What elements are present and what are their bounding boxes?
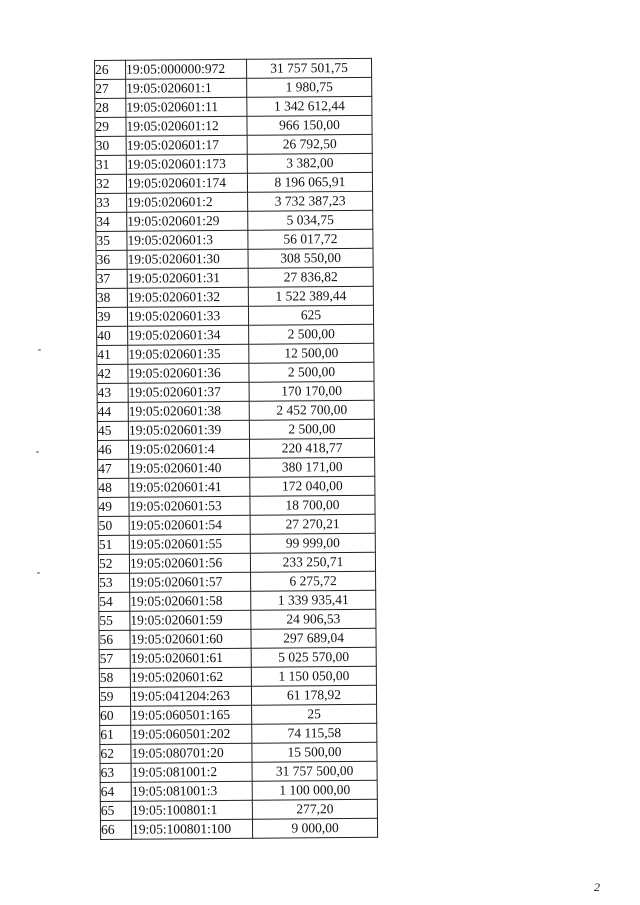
row-number-cell: 65 — [100, 801, 131, 820]
table-row — [99, 647, 376, 668]
row-number-cell: 43 — [97, 383, 128, 402]
row-number-cell: 64 — [100, 782, 131, 801]
row-number-cell: 66 — [100, 820, 131, 839]
row-number-cell: 30 — [95, 136, 126, 155]
cadastral-value-cell: 1 522 389,44 — [248, 286, 373, 306]
cadastral-number-cell: 19:05:020601:4 — [128, 439, 249, 459]
cadastral-number-cell: 19:05:081001:3 — [131, 781, 252, 801]
table-row — [96, 248, 373, 269]
table-row — [97, 381, 374, 402]
table-row — [100, 818, 377, 839]
cadastral-number-cell: 19:05:080701:20 — [131, 743, 252, 763]
cadastral-number-cell: 19:05:020601:57 — [130, 572, 251, 592]
cadastral-value-cell: 5 034,75 — [248, 210, 373, 230]
cadastral-value-cell: 9 000,00 — [252, 818, 377, 838]
row-number-cell: 57 — [99, 649, 130, 668]
cadastral-number-cell: 19:05:020601:59 — [130, 610, 251, 630]
cadastral-value-cell: 27 270,21 — [250, 514, 375, 534]
row-number-cell: 52 — [98, 554, 129, 573]
cadastral-number-cell: 19:05:020601:33 — [127, 306, 248, 326]
table-row — [97, 419, 374, 440]
row-number-cell: 45 — [97, 421, 128, 440]
table-row — [100, 799, 377, 820]
table-row — [97, 438, 374, 459]
table-row — [98, 476, 375, 497]
cadastral-number-cell: 19:05:020601:60 — [130, 629, 251, 649]
cadastral-number-cell: 19:05:060501:165 — [131, 705, 252, 725]
cadastral-number-cell: 19:05:020601:2 — [127, 192, 248, 212]
table-row — [95, 96, 372, 117]
cadastral-number-cell: 19:05:020601:53 — [129, 496, 250, 516]
row-number-cell: 49 — [98, 497, 129, 516]
table-row — [95, 153, 372, 174]
table-row — [100, 723, 377, 744]
cadastral-value-cell: 2 500,00 — [249, 324, 374, 344]
cadastral-value-cell: 170 170,00 — [249, 381, 374, 401]
table-row — [99, 628, 376, 649]
table-row — [97, 400, 374, 421]
cadastral-value-cell: 297 689,04 — [251, 628, 376, 648]
cadastral-value-cell: 1 339 935,41 — [251, 590, 376, 610]
row-number-cell: 40 — [97, 326, 128, 345]
table-row — [96, 210, 373, 231]
cadastral-value-cell: 56 017,72 — [248, 229, 373, 249]
row-number-cell: 33 — [96, 193, 127, 212]
cadastral-value-cell: 31 757 501,75 — [246, 58, 371, 78]
table-row — [100, 780, 377, 801]
cadastral-number-cell: 19:05:020601:35 — [128, 344, 249, 364]
cadastral-number-cell: 19:05:020601:32 — [127, 287, 248, 307]
cadastral-number-cell: 19:05:100801:100 — [131, 819, 252, 839]
table-row — [98, 495, 375, 516]
row-number-cell: 27 — [95, 79, 126, 98]
table-row — [95, 115, 372, 136]
cadastral-value-cell: 27 836,82 — [248, 267, 373, 287]
cadastral-value-cell: 3 382,00 — [247, 153, 372, 173]
cadastral-value-cell: 2 500,00 — [249, 419, 374, 439]
row-number-cell: 59 — [99, 687, 130, 706]
cadastral-number-cell: 19:05:020601:39 — [128, 420, 249, 440]
cadastral-number-cell: 19:05:020601:29 — [127, 211, 248, 231]
row-number-cell: 60 — [100, 706, 131, 725]
table-body — [95, 58, 378, 839]
cadastral-value-cell: 1 100 000,00 — [252, 780, 377, 800]
cadastral-value-cell: 233 250,71 — [250, 552, 375, 572]
row-number-cell: 31 — [95, 155, 126, 174]
cadastral-value-cell: 625 — [248, 305, 373, 325]
cadastral-value-cell: 61 178,92 — [251, 685, 376, 705]
scan-speck — [36, 451, 39, 453]
row-number-cell: 63 — [100, 763, 131, 782]
row-number-cell: 51 — [98, 535, 129, 554]
cadastral-value-cell: 18 700,00 — [250, 495, 375, 515]
row-number-cell: 56 — [99, 630, 130, 649]
cadastral-value-cell: 25 — [252, 704, 377, 724]
cadastral-value-cell: 26 792,50 — [247, 134, 372, 154]
cadastral-value-cell: 8 196 065,91 — [247, 172, 372, 192]
cadastral-value-cell: 1 150 050,00 — [251, 666, 376, 686]
cadastral-number-cell: 19:05:020601:54 — [129, 515, 250, 535]
cadastral-value-cell: 6 275,72 — [251, 571, 376, 591]
cadastral-number-cell: 19:05:020601:56 — [129, 553, 250, 573]
cadastral-number-cell: 19:05:020601:173 — [126, 154, 247, 174]
table-row — [97, 343, 374, 364]
cadastral-number-cell: 19:05:041204:263 — [130, 686, 251, 706]
cadastral-number-cell: 19:05:000000:972 — [126, 59, 247, 79]
cadastral-number-cell: 19:05:100801:1 — [131, 800, 252, 820]
table-row — [97, 362, 374, 383]
cadastral-value-cell: 1 980,75 — [247, 77, 372, 97]
cadastral-number-cell: 19:05:020601:62 — [130, 667, 251, 687]
table-row — [96, 229, 373, 250]
row-number-cell: 54 — [99, 592, 130, 611]
cadastral-number-cell: 19:05:020601:38 — [128, 401, 249, 421]
scan-speck — [38, 349, 41, 351]
cadastral-number-cell: 19:05:020601:3 — [127, 230, 248, 250]
cadastral-number-cell: 19:05:020601:31 — [127, 268, 248, 288]
row-number-cell: 42 — [97, 364, 128, 383]
cadastral-number-cell: 19:05:020601:30 — [127, 249, 248, 269]
table-row — [98, 552, 375, 573]
cadastral-number-cell: 19:05:020601:36 — [128, 363, 249, 383]
table-row — [95, 172, 372, 193]
cadastral-value-cell: 12 500,00 — [249, 343, 374, 363]
table-row — [95, 134, 372, 155]
row-number-cell: 50 — [98, 516, 129, 535]
table-row — [95, 58, 372, 79]
cadastral-value-cell: 966 150,00 — [247, 115, 372, 135]
cadastral-value-cell: 15 500,00 — [252, 742, 377, 762]
cadastral-number-cell: 19:05:020601:12 — [126, 116, 247, 136]
row-number-cell: 32 — [95, 174, 126, 193]
row-number-cell: 38 — [96, 288, 127, 307]
page-number: 2 — [594, 880, 600, 894]
table-row — [100, 704, 377, 725]
row-number-cell: 37 — [96, 269, 127, 288]
cadastral-value-cell: 5 025 570,00 — [251, 647, 376, 667]
row-number-cell: 41 — [97, 345, 128, 364]
table-row — [97, 324, 374, 345]
table-row — [96, 305, 373, 326]
table-row — [99, 590, 376, 611]
cadastral-value-cell: 380 171,00 — [250, 457, 375, 477]
table-row — [96, 267, 373, 288]
table-row — [99, 609, 376, 630]
cadastral-number-cell: 19:05:020601:61 — [130, 648, 251, 668]
row-number-cell: 39 — [96, 307, 127, 326]
row-number-cell: 48 — [98, 478, 129, 497]
row-number-cell: 29 — [95, 117, 126, 136]
cadastral-number-cell: 19:05:060501:202 — [131, 724, 252, 744]
cadastral-value-cell: 2 452 700,00 — [249, 400, 374, 420]
table-row — [100, 742, 377, 763]
cadastral-value-cell: 74 115,58 — [252, 723, 377, 743]
cadastral-number-cell: 19:05:020601:41 — [129, 477, 250, 497]
table-row — [98, 457, 375, 478]
table-row — [95, 77, 372, 98]
cadastral-number-cell: 19:05:020601:11 — [126, 97, 247, 117]
row-number-cell: 62 — [100, 744, 131, 763]
cadastral-number-cell: 19:05:020601:34 — [128, 325, 249, 345]
cadastral-number-cell: 19:05:081001:2 — [131, 762, 252, 782]
row-number-cell: 26 — [95, 60, 126, 79]
table-row — [98, 514, 375, 535]
cadastral-value-cell: 3 732 387,23 — [248, 191, 373, 211]
row-number-cell: 44 — [97, 402, 128, 421]
table-row — [96, 286, 373, 307]
cadastral-number-cell: 19:05:020601:58 — [130, 591, 251, 611]
cadastral-value-cell: 220 418,77 — [249, 438, 374, 458]
cadastral-value-cell: 1 342 612,44 — [247, 96, 372, 116]
table-row — [99, 571, 376, 592]
cadastral-number-cell: 19:05:020601:40 — [129, 458, 250, 478]
row-number-cell: 46 — [97, 440, 128, 459]
row-number-cell: 61 — [100, 725, 131, 744]
row-number-cell: 34 — [96, 212, 127, 231]
cadastral-value-cell: 2 500,00 — [249, 362, 374, 382]
row-number-cell: 35 — [96, 231, 127, 250]
cadastral-value-cell: 24 906,53 — [251, 609, 376, 629]
table-row — [98, 533, 375, 554]
cadastral-number-cell: 19:05:020601:17 — [126, 135, 247, 155]
cadastral-value-cell: 308 550,00 — [248, 248, 373, 268]
cadastral-value-cell: 277,20 — [252, 799, 377, 819]
table-row — [100, 761, 377, 782]
row-number-cell: 28 — [95, 98, 126, 117]
row-number-cell: 47 — [98, 459, 129, 478]
cadastral-value-cell: 31 757 500,00 — [252, 761, 377, 781]
cadastral-value-cell: 172 040,00 — [250, 476, 375, 496]
row-number-cell: 58 — [99, 668, 130, 687]
cadastral-number-cell: 19:05:020601:1 — [126, 78, 247, 98]
row-number-cell: 55 — [99, 611, 130, 630]
table-row — [96, 191, 373, 212]
cadastral-number-cell: 19:05:020601:55 — [129, 534, 250, 554]
cadastral-value-cell: 99 999,00 — [250, 533, 375, 553]
table-row — [99, 666, 376, 687]
row-number-cell: 53 — [99, 573, 130, 592]
cadastral-number-cell: 19:05:020601:37 — [128, 382, 249, 402]
cadastral-number-cell: 19:05:020601:174 — [126, 173, 247, 193]
cadastral-value-table — [94, 58, 378, 840]
scan-speck — [37, 572, 40, 574]
table-row — [99, 685, 376, 706]
row-number-cell: 36 — [96, 250, 127, 269]
